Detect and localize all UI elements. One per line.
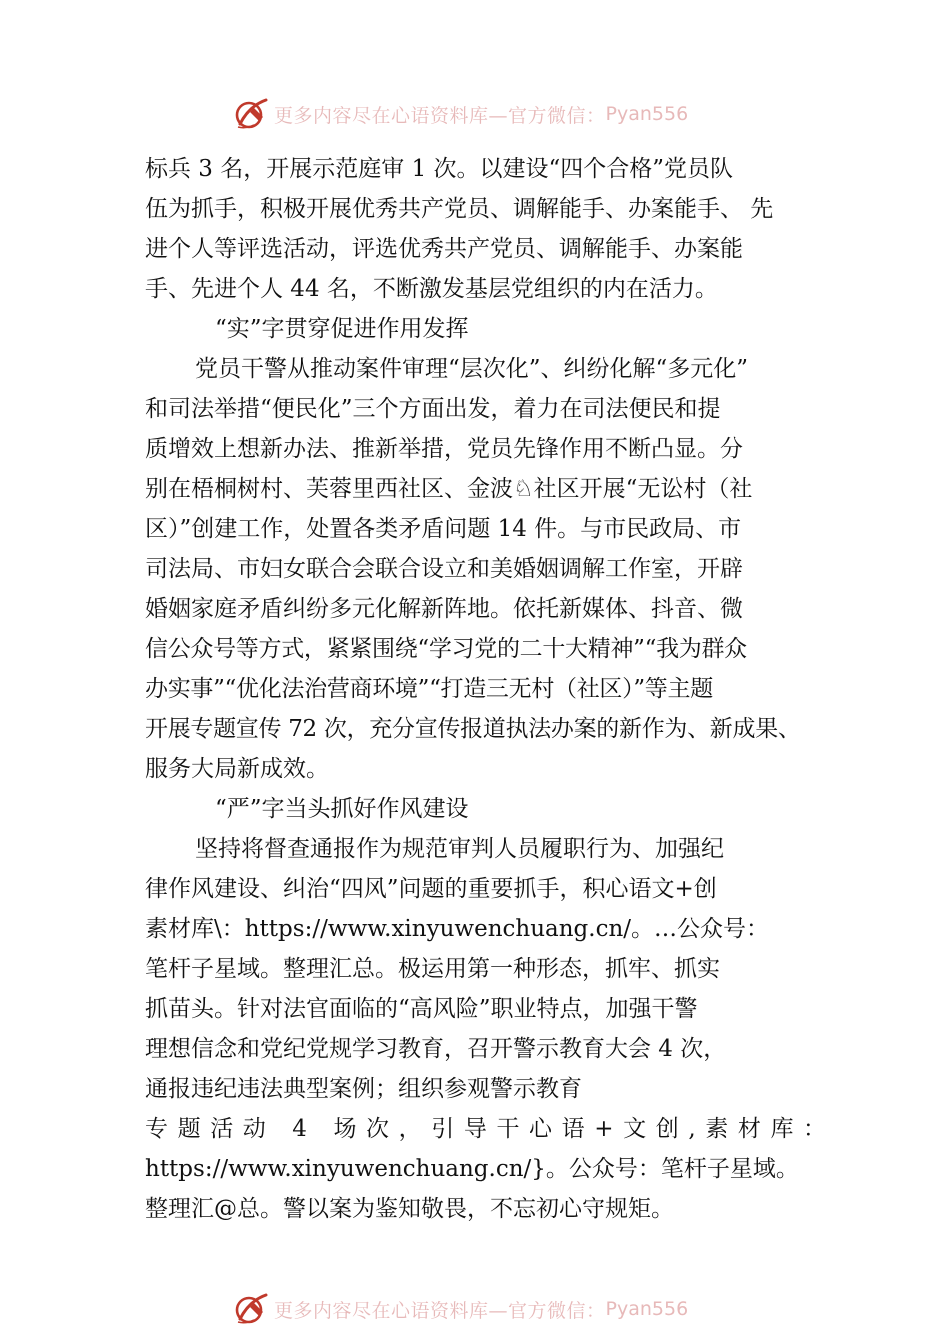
text-line: 手、先进个人 44 名，不断激发基层党组织的内在活力。 (145, 276, 718, 302)
header-banner-text: 更多内容尽在心语资料库—官方微信： (274, 104, 606, 127)
text-line: 婚姻家庭矛盾纠纷多元化解新阵地。依托新媒体、抖音、微 (145, 596, 743, 622)
text-line: 进个人等评选活动，评选优秀共产党员、调解能手、办案能 (145, 236, 743, 262)
text-line: 素材库\：https://www.xinyuwenchuang.cn/。…公众号： (145, 916, 770, 942)
text-line: 整理汇@总。警以案为鉴知敬畏，不忘初心守规矩。 (145, 1196, 674, 1222)
header-wechat-id: Pyan556 (605, 103, 689, 125)
text-line: 笔杆子星域。整理汇总。极运用第一种形态，抓牢、抓实 (145, 956, 720, 982)
text-line: 质增效上想新办法、推新举措，党员先锋作用不断凸显。分 (145, 436, 743, 462)
document-body (145, 149, 845, 1229)
text-line: https://www.xinyuwenchuang.cn/}。公众号：笔杆子星域。 (145, 1156, 799, 1182)
text-line: 律作风建设、纠治“四风”问题的重要抓手，积心语文+创 (145, 876, 717, 902)
text-line: 服务大局新成效。 (145, 756, 329, 782)
section-heading-yan: “严”字当头抓好作风建设 (215, 796, 469, 822)
text-line: 别在梧桐树村、芙蓉里西社区、金波♘社区开展“无讼村（社 (145, 476, 753, 502)
text-line: 区）”创建工作，处置各类矛盾问题 14 件。与市民政局、市 (145, 516, 742, 542)
text-line: 标兵 3 名，开展示范庭审 1 次。以建设“四个合格”党员队 (145, 156, 734, 182)
text-line: 通报违纪违法典型案例；组织参观警示教育 (145, 1076, 582, 1102)
xinyu-logo-icon (232, 94, 272, 134)
text-line: 抓苗头。针对法官面临的“高风险”职业特点，加强干警 (145, 996, 698, 1022)
text-line: 专题活动 4 场次，引导干心语+文创,素材库： (145, 1116, 836, 1142)
footer-banner-text: 更多内容尽在心语资料库—官方微信： (274, 1299, 606, 1322)
text-line: 和司法举措“便民化”三个方面出发，着力在司法便民和提 (145, 396, 721, 422)
text-line: 党员干警从推动案件审理“层次化”、纠纷化解“多元化” (195, 356, 749, 382)
text-line: 伍为抓手，积极开展优秀共产党员、调解能手、办案能手、 先 (145, 196, 774, 222)
footer-wechat-id: Pyan556 (605, 1298, 689, 1320)
text-line: 信公众号等方式，紧紧围绕“学习党的二十大精神”“我为群众 (145, 636, 747, 662)
xinyu-logo-icon (232, 1289, 272, 1329)
text-line: 坚持将督查通报作为规范审判人员履职行为、加强纪 (195, 836, 724, 862)
text-line: 开展专题宣传 72 次，充分宣传报道执法办案的新作为、新成果、 (145, 716, 801, 742)
footer-banner (232, 1289, 688, 1329)
text-line: 司法局、市妇女联合会联合设立和美婚姻调解工作室，开辟 (145, 556, 743, 582)
section-heading-shi: “实”字贯穿促进作用发挥 (215, 316, 469, 342)
text-line: 办实事”“优化法治营商环境”“打造三无村（社区）”等主题 (145, 676, 713, 702)
header-banner (232, 94, 688, 134)
text-line: 理想信念和党纪党规学习教育，召开警示教育大会 4 次， (145, 1036, 727, 1062)
